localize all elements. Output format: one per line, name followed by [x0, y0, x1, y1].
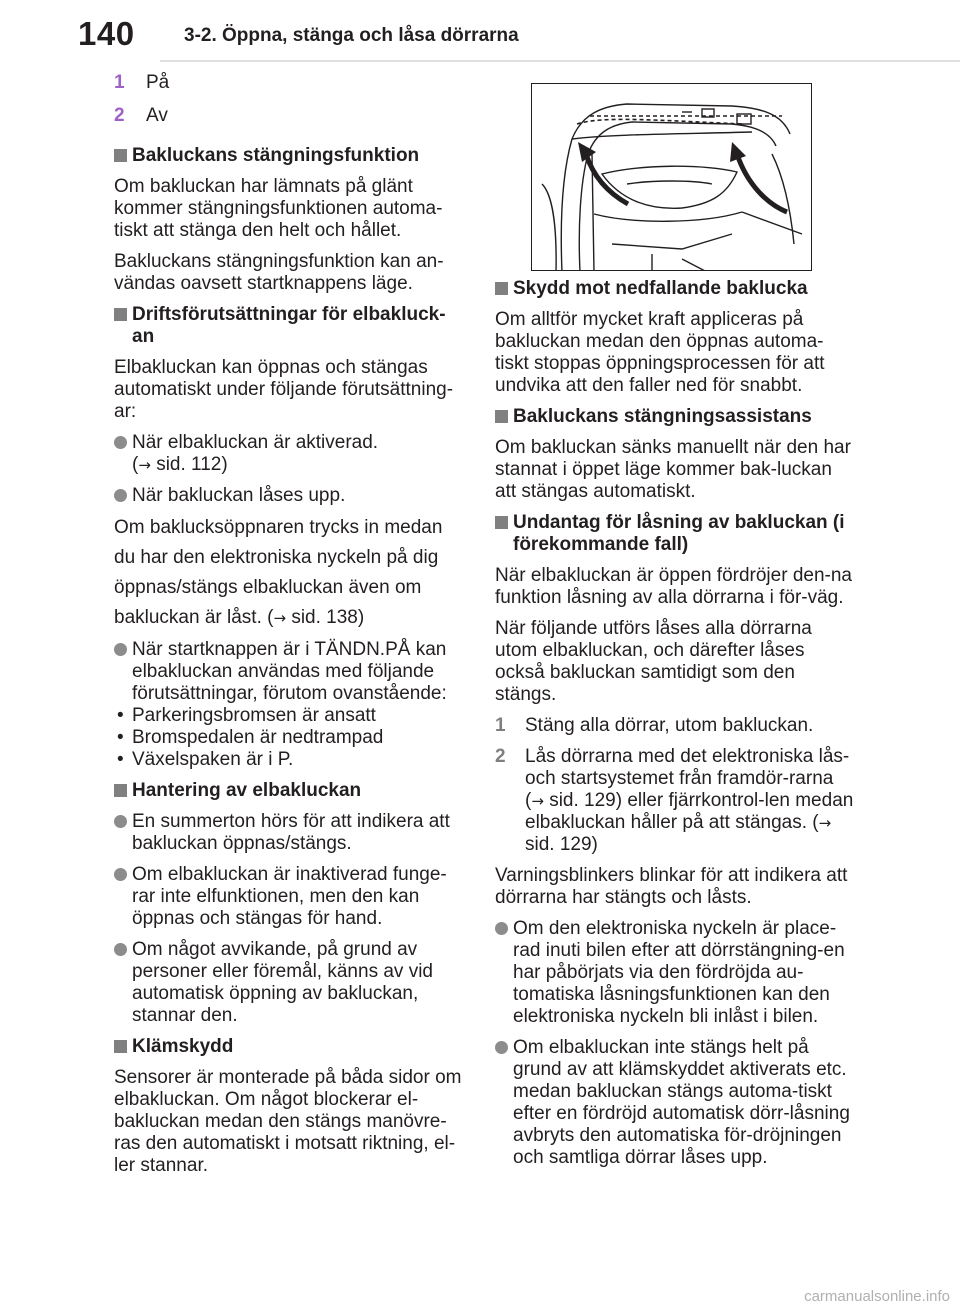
arrow-icon: → — [531, 792, 544, 810]
step-number: 1 — [495, 715, 506, 736]
bullet-item: När bakluckan låses upp. — [114, 485, 466, 507]
step-number: 2 — [495, 746, 506, 767]
round-bullet-icon — [114, 815, 127, 828]
heading-fall-protection: Skydd mot nedfallande baklucka — [495, 278, 855, 300]
heading-locking-exception: Undantag för låsning av bakluckan (i förekommande fall) — [495, 512, 855, 556]
bullet-item: Om något avvikande, på grund av personer eller föremål, känns av vid automatisk öppning av bakluckan, stannar den. — [114, 939, 466, 1027]
round-bullet-icon — [114, 943, 127, 956]
step-item: 2 Lås dörrarna med det elektroniska lås- och startsystemet från framdör-rarna (→ sid. 129) eller fjärrkontrol-len medan elbakluckan håller på att stängas. (→ sid. 129) — [495, 746, 854, 855]
square-bullet-icon — [495, 410, 508, 423]
left-column — [114, 72, 466, 1186]
square-bullet-icon — [495, 282, 508, 295]
item-text: Av — [146, 105, 168, 126]
heading-operating-conditions: Driftsförutsättningar för elbakluck-an — [114, 304, 466, 348]
round-bullet-icon — [114, 436, 127, 449]
paragraph: Om bakluckan sänks manuellt när den har stannat i öppet läge kommer bak-luckan att stängas automatiskt. — [495, 437, 851, 502]
square-bullet-icon — [114, 308, 127, 321]
bullet-item: När startknappen är i TÄNDN.PÅ kan elbakluckan användas med följande förutsättningar, förutom ovanstående: — [114, 639, 466, 705]
square-bullet-icon — [114, 784, 127, 797]
condition-list — [114, 705, 466, 771]
tailgate-illustration — [531, 83, 812, 271]
header-divider — [160, 60, 960, 62]
page-header — [0, 0, 960, 62]
square-bullet-icon — [114, 149, 127, 162]
heading-closing-assist: Bakluckans stängningsassistans — [495, 406, 855, 428]
round-bullet-icon — [114, 489, 127, 502]
power-tailgate-illustration-icon — [532, 84, 812, 271]
list-item: • Bromspedalen är nedtrampad — [114, 727, 466, 749]
bullet-item: Om elbakluckan inte stängs helt på grund av att klämskyddet aktiverats etc. medan bakluckan stängs automa-tiskt efter en fördröjd automatisk dörr-låsning avbryts den automatiska för-dröjningen och samtliga dörrar låses upp. — [495, 1037, 855, 1169]
round-bullet-icon — [495, 1041, 508, 1054]
paragraph: Om alltför mycket kraft appliceras på bakluckan medan den öppnas automa-tiskt stoppas öppningsprocessen för att undvika att den faller ned för snabbt. — [495, 309, 825, 396]
page-number: 140 — [78, 15, 135, 52]
footer-watermark: carmanualsonline.info — [804, 1288, 950, 1305]
paragraph: Elbakluckan kan öppnas och stängas automatiskt under följande förutsättning-ar: — [114, 357, 454, 422]
square-bullet-icon — [495, 516, 508, 529]
page-reference[interactable]: sid. 129) — [525, 834, 598, 855]
paragraph: När följande utförs låses alla dörrarna utom elbakluckan, och därefter låses också bakluckan samtidigt som den stängs. — [495, 618, 812, 705]
paragraph: Bakluckans stängningsfunktion kan an-vändas oavsett startknappens läge. — [114, 251, 444, 294]
bullet-item: Om den elektroniska nyckeln är place-rad inuti bilen efter att dörrstängning-en har påbörjats via den fördröjda au-tomatiska låsningsfunktionen kan den elektroniska nyckeln bli inlåst i bilen. — [495, 918, 855, 1028]
step-item: 1 Stäng alla dörrar, utom bakluckan. — [495, 715, 814, 736]
paragraph: Om bakluckan har lämnats på glänt kommer stängningsfunktionen automa-tiskt att stänga den helt och hållet. — [114, 176, 443, 241]
arrow-icon: → — [818, 814, 832, 832]
page-reference[interactable]: sid. 112) — [156, 454, 228, 475]
list-item-1 — [114, 72, 466, 94]
arrow-icon: → — [138, 456, 151, 474]
heading-closing-function: Bakluckans stängningsfunktion — [114, 145, 466, 167]
round-bullet-icon — [114, 868, 127, 881]
paragraph: När elbakluckan är öppen fördröjer den-na funktion låsning av alla dörrarna i för-väg. — [495, 565, 852, 608]
round-bullet-icon — [495, 922, 508, 935]
item-number: 2 — [114, 105, 125, 126]
heading-pinch-protection: Klämskydd — [114, 1036, 466, 1058]
bullet-item: När elbakluckan är aktiverad. (→ sid. 112) — [114, 432, 466, 476]
square-bullet-icon — [114, 1040, 127, 1053]
bullet-item: En summerton hörs för att indikera att bakluckan öppnas/stängs. — [114, 811, 466, 855]
item-text: På — [146, 72, 170, 93]
item-number: 1 — [114, 72, 125, 93]
bullet-item: Om elbakluckan är inaktiverad funge-rar inte elfunktionen, men den kan öppnas och stängas för hand. — [114, 864, 466, 930]
paragraph: Sensorer är monterade på båda sidor om elbakluckan. Om något blockerar el-bakluckan medan den stängs manövre-ras den automatiskt i motsatt riktning, el-ler stannar. — [114, 1067, 462, 1176]
list-item: • Växelspaken är i P. — [114, 749, 466, 771]
list-item-2 — [114, 105, 466, 127]
paragraph: Varningsblinkers blinkar för att indikera att dörrarna har stängts och låsts. — [495, 865, 848, 908]
paragraph: Om baklucksöppnaren trycks in medan du har den elektroniska nyckeln på dig öppnas/stängs elbakluckan även om bakluckan är låst. (→ sid. 138) — [114, 517, 443, 628]
page-reference[interactable]: sid. 129) eller fjärrkontrol-len medan elbakluckan håller på att stängas. ( — [525, 790, 854, 833]
right-column — [495, 278, 855, 1178]
list-item: • Parkeringsbromsen är ansatt — [114, 705, 466, 727]
page-reference[interactable]: sid. 138) — [291, 607, 365, 628]
round-bullet-icon — [114, 643, 127, 656]
heading-handling: Hantering av elbakluckan — [114, 780, 466, 802]
section-title: 3-2. Öppna, stänga och låsa dörrarna — [184, 25, 519, 46]
arrow-icon: → — [273, 609, 287, 627]
